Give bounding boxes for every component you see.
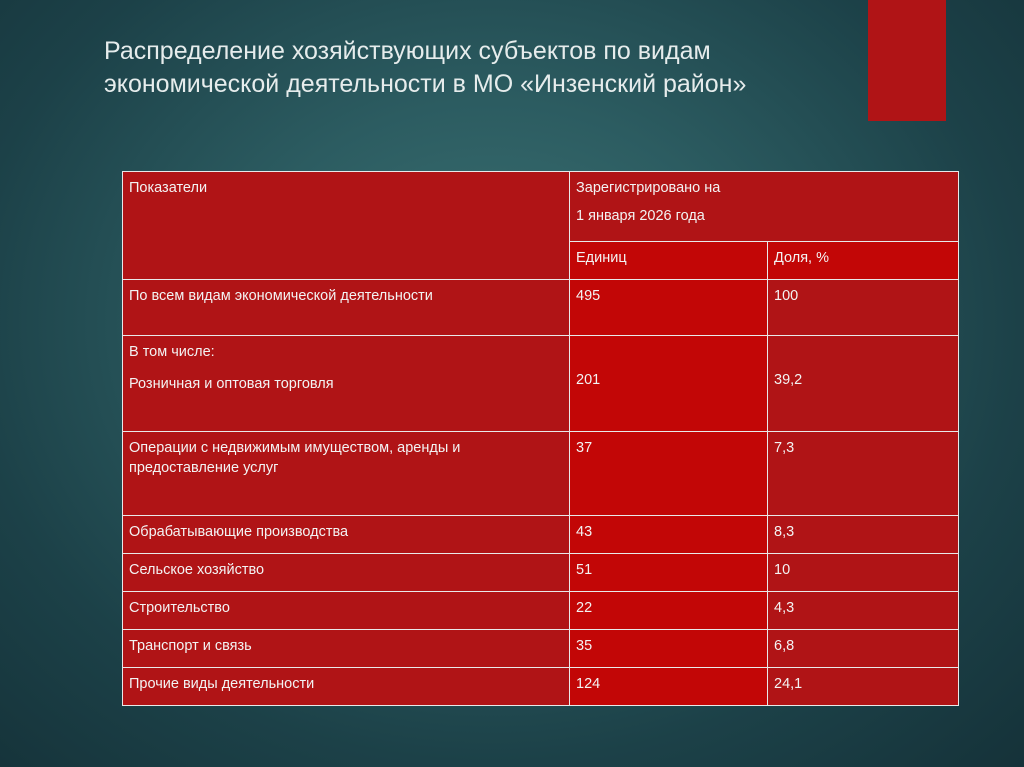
row-share: 10 bbox=[768, 554, 959, 592]
table-row bbox=[123, 554, 959, 592]
title-line-2: экономической деятельности в МО «Инзенский район» bbox=[104, 70, 747, 98]
row-share: 39,2 bbox=[768, 336, 959, 432]
row-label: Прочие виды деятельности bbox=[123, 668, 570, 706]
header-indicators: Показатели bbox=[123, 172, 570, 280]
row-share: 8,3 bbox=[768, 516, 959, 554]
row-label: Обрабатывающие производства bbox=[123, 516, 570, 554]
table-header-row bbox=[123, 172, 959, 242]
table-row bbox=[123, 280, 959, 336]
title-line-1: Распределение хозяйствующих субъектов по видам bbox=[104, 37, 711, 65]
row-share: 4,3 bbox=[768, 592, 959, 630]
slide-title bbox=[104, 35, 844, 101]
row-share: 24,1 bbox=[768, 668, 959, 706]
table-row bbox=[123, 668, 959, 706]
activity-table bbox=[122, 171, 959, 706]
row-label: Операции с недвижимым имуществом, аренды и предоставление услуг bbox=[123, 432, 570, 516]
row-share: 6,8 bbox=[768, 630, 959, 668]
header-units: Единиц bbox=[570, 242, 768, 280]
header-registered-line-1: Зарегистрировано на bbox=[576, 180, 721, 196]
row-units: 124 bbox=[570, 668, 768, 706]
row-label: Розничная и оптовая торговля bbox=[129, 376, 334, 392]
row-units: 35 bbox=[570, 630, 768, 668]
row-label: Сельское хозяйство bbox=[123, 554, 570, 592]
header-share: Доля, % bbox=[768, 242, 959, 280]
row-units: 43 bbox=[570, 516, 768, 554]
row-units: 51 bbox=[570, 554, 768, 592]
table-row bbox=[123, 432, 959, 516]
header-registered-line-2: 1 января 2026 года bbox=[576, 208, 705, 224]
including-label: В том числе: bbox=[129, 344, 215, 360]
table-row bbox=[123, 516, 959, 554]
table-row bbox=[123, 592, 959, 630]
row-share: 7,3 bbox=[768, 432, 959, 516]
row-units: 37 bbox=[570, 432, 768, 516]
accent-bar bbox=[868, 0, 946, 121]
table-row bbox=[123, 630, 959, 668]
table-row bbox=[123, 336, 959, 432]
row-units: 201 bbox=[570, 336, 768, 432]
row-label: Строительство bbox=[123, 592, 570, 630]
header-registered bbox=[570, 172, 959, 242]
row-label: Транспорт и связь bbox=[123, 630, 570, 668]
row-label: По всем видам экономической деятельности bbox=[123, 280, 570, 336]
row-share: 100 bbox=[768, 280, 959, 336]
row-units: 495 bbox=[570, 280, 768, 336]
row-units: 22 bbox=[570, 592, 768, 630]
row-label-cell bbox=[123, 336, 570, 432]
